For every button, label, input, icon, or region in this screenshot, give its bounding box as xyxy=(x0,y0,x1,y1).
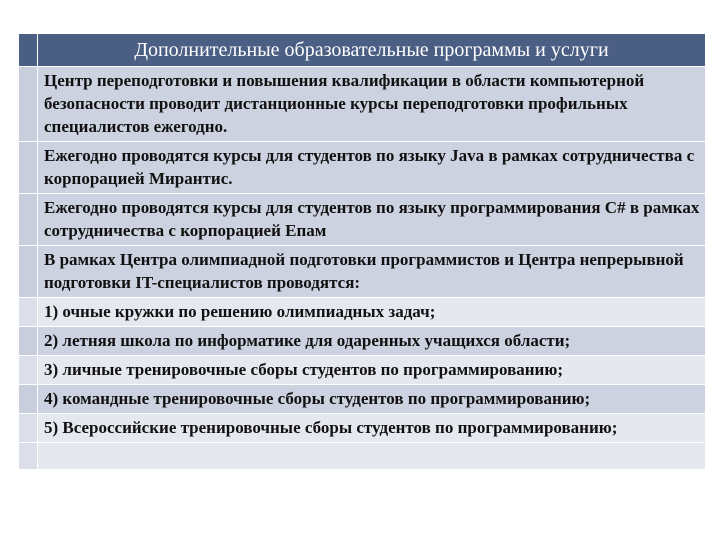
row-gutter xyxy=(19,356,38,385)
table-row xyxy=(19,385,706,414)
row-gutter xyxy=(19,142,38,194)
table-row xyxy=(19,142,706,194)
table-row xyxy=(19,298,706,327)
table-row xyxy=(19,356,706,385)
row-gutter xyxy=(19,67,38,142)
table-title: Дополнительные образовательные программы и услуги xyxy=(38,34,706,67)
table-row-empty xyxy=(19,443,706,470)
empty-cell xyxy=(38,443,706,470)
table-cell: 1) очные кружки по решению олимпиадных задач; xyxy=(38,298,706,327)
row-gutter xyxy=(19,327,38,356)
table-cell: 4) командные тренировочные сборы студентов по программированию; xyxy=(38,385,706,414)
table-row xyxy=(19,67,706,142)
table-cell: 2) летняя школа по информатике для одаренных учащихся области; xyxy=(38,327,706,356)
services-table xyxy=(18,33,706,470)
table-cell: Ежегодно проводятся курсы для студентов по языку Java в рамках сотрудничества с корпорацией Мирантис. xyxy=(38,142,706,194)
row-gutter xyxy=(19,34,38,67)
table-row xyxy=(19,246,706,298)
table-cell: В рамках Центра олимпиадной подготовки программистов и Центра непрерывной подготовки IT-специалистов проводятся: xyxy=(38,246,706,298)
row-gutter xyxy=(19,414,38,443)
row-gutter xyxy=(19,194,38,246)
table-cell: 3) личные тренировочные сборы студентов по программированию; xyxy=(38,356,706,385)
table-row xyxy=(19,414,706,443)
row-gutter xyxy=(19,298,38,327)
table-header-row xyxy=(19,34,706,67)
table-cell: Центр переподготовки и повышения квалификации в области компьютерной безопасности проводит дистанционные курсы переподготовки профильных специалистов ежегодно. xyxy=(38,67,706,142)
row-gutter xyxy=(19,443,38,470)
table-cell: 5) Всероссийские тренировочные сборы студентов по программированию; xyxy=(38,414,706,443)
row-gutter xyxy=(19,385,38,414)
table-cell: Ежегодно проводятся курсы для студентов по языку программирования С# в рамках сотрудничества с корпорацией Епам xyxy=(38,194,706,246)
table-row xyxy=(19,327,706,356)
row-gutter xyxy=(19,246,38,298)
table-row xyxy=(19,194,706,246)
